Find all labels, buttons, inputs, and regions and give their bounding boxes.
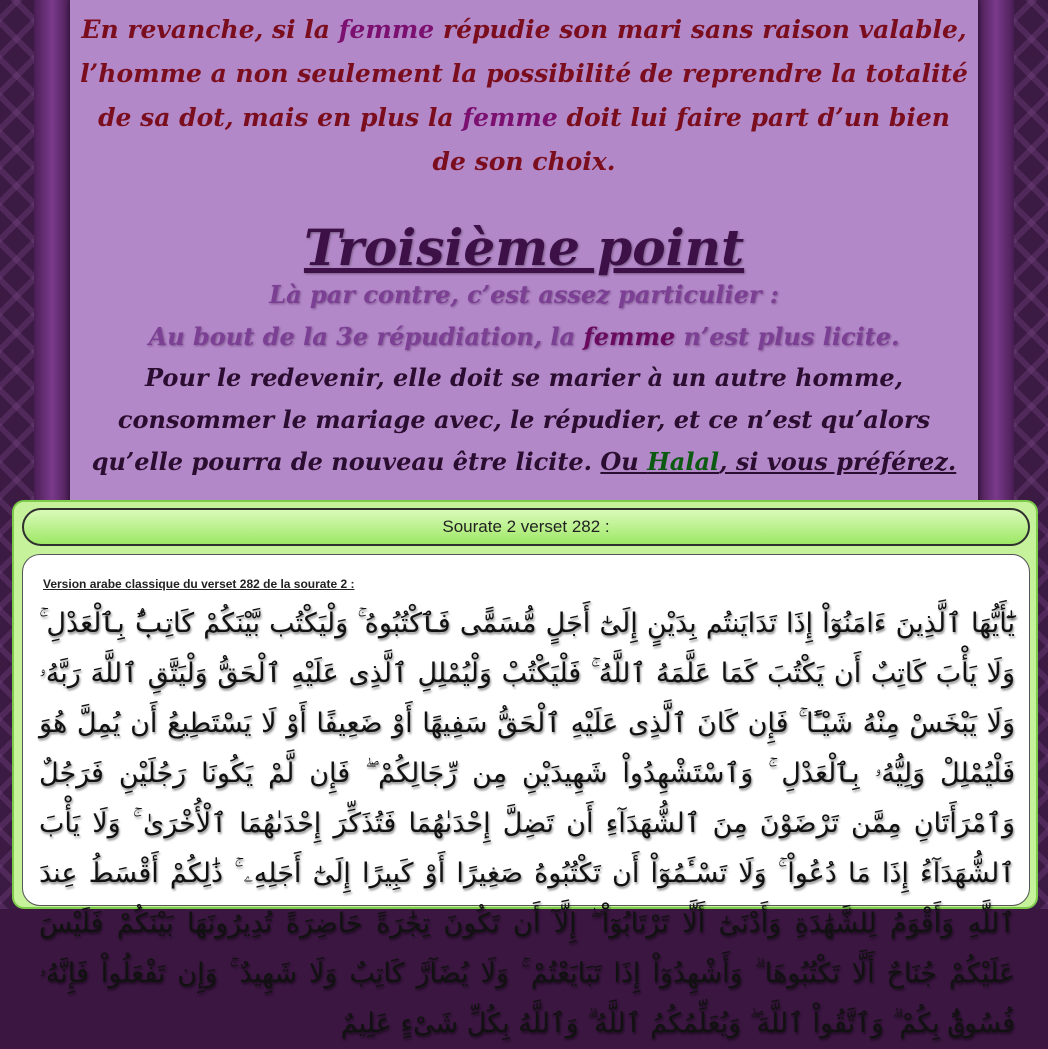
body-paragraph bbox=[70, 357, 978, 483]
halal-note bbox=[600, 447, 956, 476]
intro-text-part3: doit lui faire part d’un bien de son choix. bbox=[432, 103, 950, 176]
verse-header: Sourate 2 verset 282 : bbox=[22, 508, 1030, 546]
halal-note-prefix: Ou bbox=[600, 447, 648, 476]
lead-line-2-part1: Au bout de la 3e répudiation, la bbox=[148, 322, 584, 351]
keyword-femme: femme bbox=[462, 103, 558, 132]
intro-paragraph bbox=[80, 8, 968, 184]
lead-line-2-part2: n’est plus licite. bbox=[675, 322, 900, 351]
halal-note-suffix: , si vous préférez. bbox=[719, 447, 957, 476]
intro-text-part1: En revanche, si la bbox=[81, 15, 339, 44]
lead-paragraph bbox=[70, 274, 978, 358]
section-title: Troisième point bbox=[303, 217, 745, 277]
verse-caption: Version arabe classique du verset 282 de la sourate 2 : bbox=[43, 577, 355, 591]
keyword-femme: femme bbox=[338, 15, 435, 44]
verse-container bbox=[12, 500, 1038, 1039]
arabic-verse-text: يَٰٓأَيُّهَا ٱلَّذِينَ ءَامَنُوٓاْ إِذَا تَدَايَنتُم بِدَيْنٍ إِلَىٰٓ أَجَلٍ مُّسَمًّى فَٱكْتُبُوهُ ۚ وَلْيَكْتُب بَّيْنَكُمْ كَاتِبٌۢ بِٱلْعَدْلِ ۚ وَلَا يَأْبَ كَاتِبٌ أَن يَكْتُبَ كَمَا عَلَّمَهُ ٱللَّهُ ۚ فَلْيَكْتُبْ وَلْيُمْلِلِ ٱلَّذِى عَلَيْهِ ٱلْحَقُّ وَلْيَتَّقِ ٱللَّهَ رَبَّهُۥ وَلَا يَبْخَسْ مِنْهُ شَيْـًٔا ۚ فَإِن كَانَ ٱلَّذِى عَلَيْهِ ٱلْحَقُّ سَفِيهًا أَوْ ضَعِيفًا أَوْ لَا يَسْتَطِيعُ أَن يُمِلَّ هُوَ فَلْيُمْلِلْ وَلِيُّهُۥ بِٱلْعَدْلِ ۚ وَٱسْتَشْهِدُواْ شَهِيدَيْنِ مِن رِّجَالِكُمْ ۖ فَإِن لَّمْ يَكُونَا رَجُلَيْنِ فَرَجُلٌ وَٱمْرَأَتَانِ مِمَّن تَرْضَوْنَ مِنَ ٱلشُّهَدَآءِ أَن تَضِلَّ إِحْدَىٰهُمَا فَتُذَكِّرَ إِحْدَىٰهُمَا ٱلْأُخْرَىٰ ۚ وَلَا يَأْبَ ٱلشُّهَدَآءُ إِذَا مَا دُعُواْ ۚ وَلَا تَسْـَٔمُوٓاْ أَن تَكْتُبُوهُ صَغِيرًا أَوْ كَبِيرًا إِلَىٰٓ أَجَلِهِۦ ۚ ذَٰلِكُمْ أَقْسَطُ عِندَ ٱللَّهِ وَأَقْوَمُ لِلشَّهَٰدَةِ وَأَدْنَىٰٓ أَلَّا تَرْتَابُوٓاْ ۖ إِلَّآ أَن تَكُونَ تِجَٰرَةً حَاضِرَةً تُدِيرُونَهَا بَيْنَكُمْ فَلَيْسَ عَلَيْكُمْ جُنَاحٌ أَلَّا تَكْتُبُوهَا ۗ وَأَشْهِدُوٓاْ إِذَا تَبَايَعْتُمْ ۚ وَلَا يُضَآرَّ كَاتِبٌ وَلَا شَهِيدٌ ۚ وَإِن تَفْعَلُواْ فَإِنَّهُۥ فُسُوقٌۢ بِكُمْ ۗ وَٱتَّقُواْ ٱللَّهَ ۖ وَيُعَلِّمُكُمُ ٱللَّهُ ۗ وَٱللَّهُ بِكُلِّ شَىْءٍ عَلِيمٌ bbox=[39, 608, 1015, 1039]
lead-line-1: Là par contre, c’est assez particulier : bbox=[269, 280, 779, 309]
intro-text-part2: répudie son mari sans raison valable, l’homme a non seulement la possibilité de reprendre la totalité de sa dot, mais en plus la bbox=[80, 15, 968, 132]
body-text: Pour le redevenir, elle doit se marier à un autre homme, consommer le mariage avec, le répudier, et ce n’est qu’alors qu’elle pourra de nouveau être licite. bbox=[91, 363, 931, 476]
keyword-femme: femme bbox=[583, 322, 676, 351]
article-content-panel bbox=[70, 0, 978, 510]
verse-content-box bbox=[22, 554, 1030, 1039]
halal-link[interactable]: Halal bbox=[647, 447, 720, 476]
